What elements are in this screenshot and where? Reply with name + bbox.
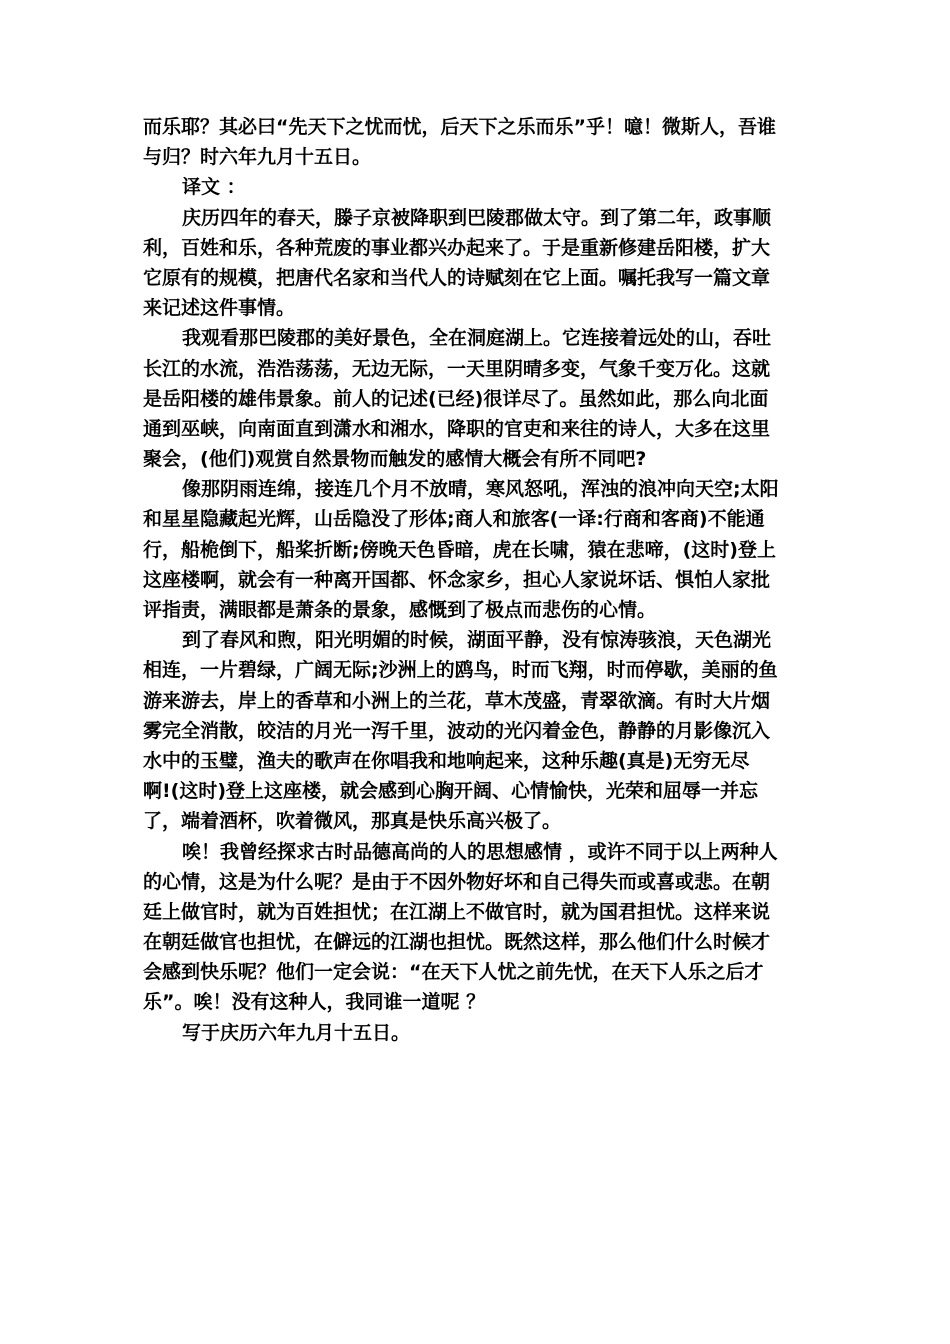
text-line: 庆历四年的春天，滕子京被降职到巴陵郡做太守。到了第二年，政事顺 (182, 206, 772, 229)
text-line: 游来游去，岸上的香草和小洲上的兰花，草木茂盛，青翠欲滴。有时大片烟 (143, 689, 771, 712)
text-line: 像那阴雨连绵，接连几个月不放晴，寒风怒吼，浑浊的浪冲向天空;太阳 (182, 478, 779, 501)
text-line: 是岳阳楼的雄伟景象。前人的记述(已经)很详尽了。虽然如此，那么向北面 (143, 387, 769, 410)
text-line: 啊!(这时)登上这座楼，就会感到心胸开阔、心情愉快，光荣和屈辱一并忘 (143, 780, 759, 803)
text-line: 评指责，满眼都是萧条的景象，感慨到了极点而悲伤的心情。 (143, 599, 657, 621)
text-line: 而乐耶？其必曰“先天下之忧而忧，后天下之乐而乐”乎！噫！微斯人，吾谁 (143, 116, 776, 138)
text-line: 水中的玉璧，渔夫的歌声在你唱我和地响起来，这种乐趣(真是)无穷无尽 (143, 749, 750, 772)
text-line: 行，船桅倒下，船桨折断;傍晚天色昏暗，虎在长啸，猿在悲啼，(这时)登上 (143, 538, 776, 561)
text-line: 利，百姓和乐，各种荒废的事业都兴办起来了。于是重新修建岳阳楼，扩大 (143, 236, 771, 259)
text-line: 了，端着酒杯，吹着微风，那真是快乐高兴极了。 (143, 810, 562, 833)
text-line: 到了春风和煦，阳光明媚的时候，湖面平静，没有惊涛骇浪，天色湖光 (182, 629, 772, 652)
text-line: 相连，一片碧绿，广阔无际;沙洲上的鸥鸟，时而飞翔，时而停歇，美丽的鱼 (143, 659, 778, 682)
date-line: 写于庆历六年九月十五日。 (182, 1021, 411, 1044)
text-line: 雾完全消散，皎洁的月光一泻千里，波动的光闪着金色，静静的月影像沉入 (143, 719, 771, 742)
text-line: 唉！我曾经探求古时品德高尚的人的思想感情 ，或许不同于以上两种人 (182, 840, 778, 863)
text-line: 乐”。唉！没有这种人，我同谁一道呢 ？ (143, 991, 486, 1014)
text-line: 聚会，(他们)观赏自然景物而触发的感情大概会有所不同吧? (143, 448, 647, 471)
text-line: 会感到快乐呢？他们一定会说：“在天下人忧之前先忧，在天下人乐之后才 (143, 961, 764, 984)
text-line: 的心情，这是为什么呢？是由于不因外物好坏和自己得失而或喜或悲。在朝 (143, 870, 771, 893)
text-line: 和星星隐藏起光辉，山岳隐没了形体;商人和旅客(一译:行商和客商)不能通 (143, 508, 765, 531)
text-line: 与归？时六年九月十五日。 (143, 146, 372, 169)
text-line: 这座楼啊，就会有一种离开国都、怀念家乡，担心人家说坏话、惧怕人家批 (143, 568, 771, 591)
text-line: 通到巫峡，向南面直到潇水和湘水，降职的官吏和来往的诗人，大多在这里 (143, 417, 771, 440)
document-page (143, 112, 815, 1048)
text-line: 在朝廷做官也担忧，在僻远的江湖也担忧。既然这样，那么他们什么时候才 (143, 931, 771, 954)
section-heading-translation: 译文 ： (182, 176, 246, 199)
text-line: 我观看那巴陵郡的美好景色，全在洞庭湖上。它连接着远处的山，吞吐 (182, 327, 772, 350)
text-line: 它原有的规模，把唐代名家和当代人的诗赋刻在它上面。嘱托我写一篇文章 (143, 266, 771, 289)
text-line: 来记述这件事情。 (143, 297, 296, 320)
text-line: 廷上做官时，就为百姓担忧；在江湖上不做官时，就为国君担忧。这样来说 (143, 900, 771, 923)
text-line: 长江的水流，浩浩荡荡，无边无际，一天里阴晴多变，气象千变万化。这就 (143, 357, 771, 380)
